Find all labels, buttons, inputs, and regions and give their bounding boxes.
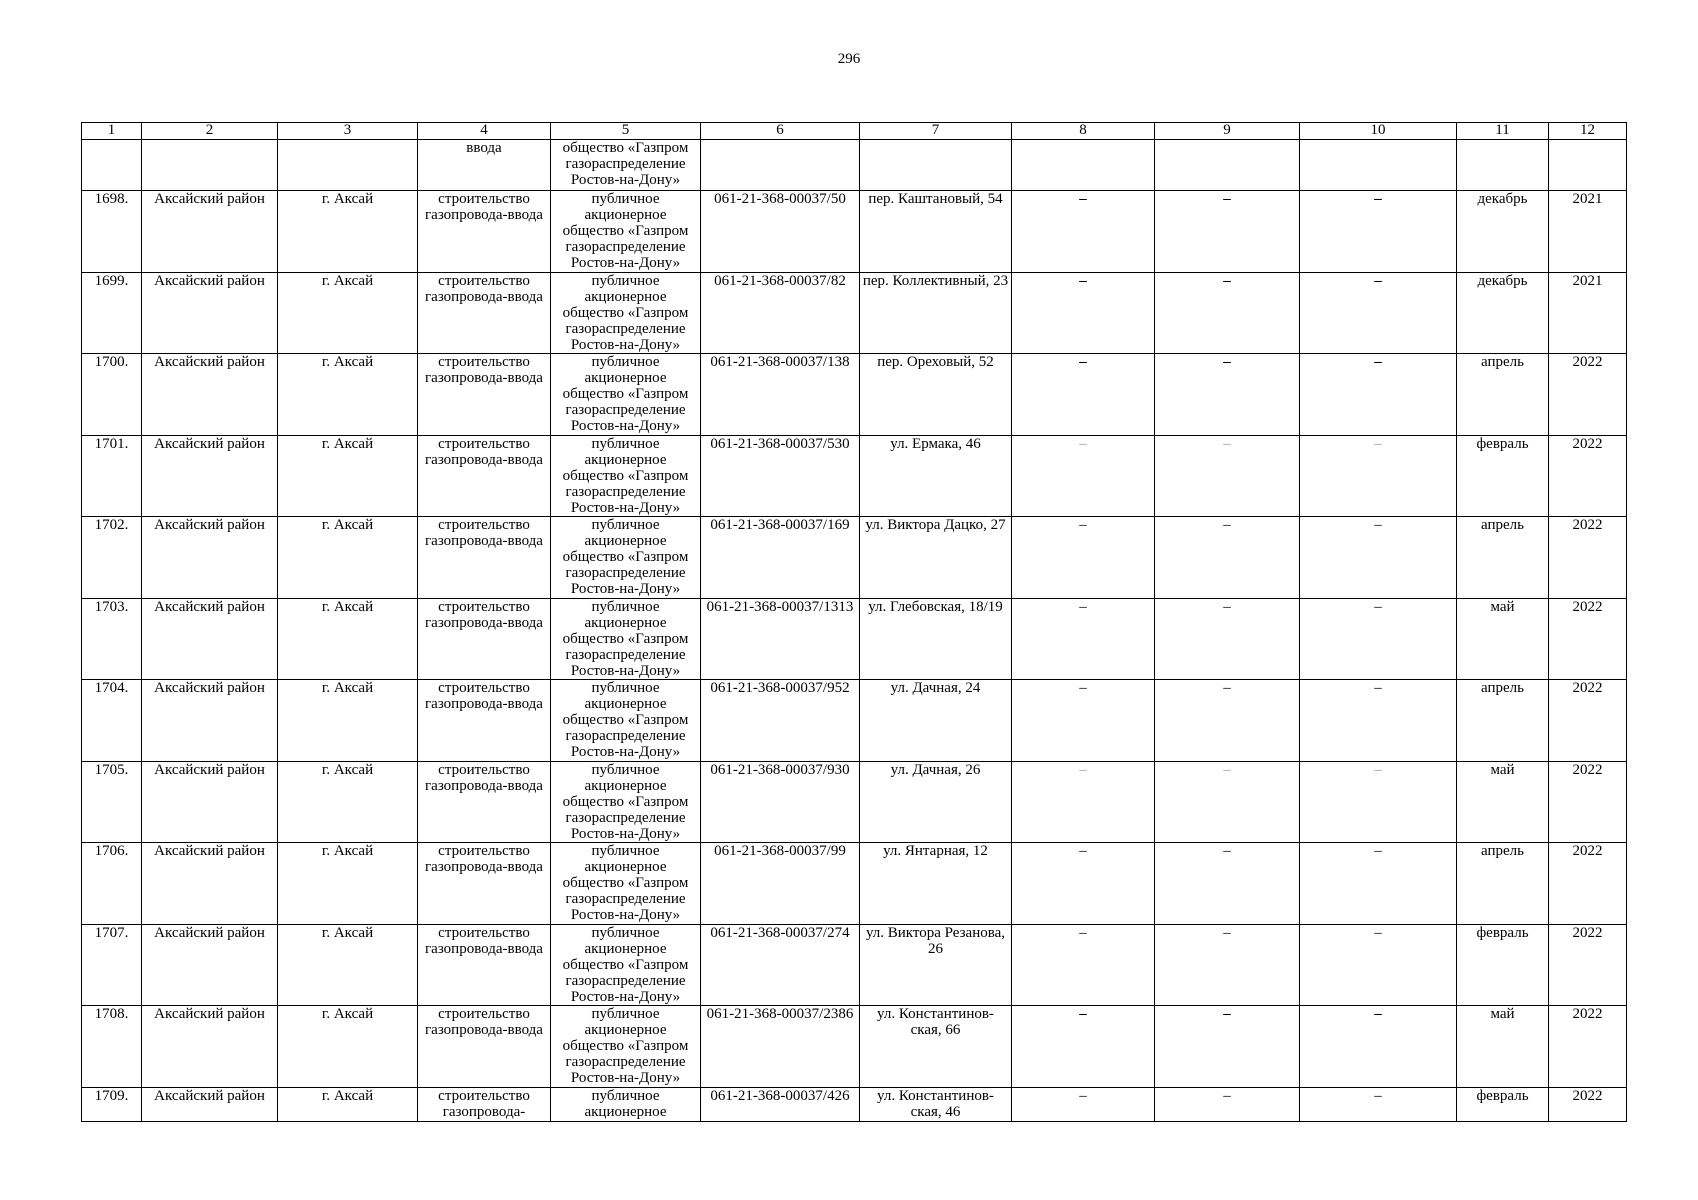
row-number-cell: 1700. [82,354,142,436]
table-cell [1155,140,1300,191]
column-9-cell: – [1155,1087,1300,1121]
column-9-cell: – [1155,924,1300,1006]
address-cell: ул. Глебовская, 18/19 [860,598,1012,680]
year-cell: 2022 [1549,1006,1627,1088]
registry-code-cell: 061-21-368-00037/99 [701,843,860,925]
column-header: 9 [1155,123,1300,140]
table-row [82,517,1627,599]
row-number-cell: 1702. [82,517,142,599]
year-cell: 2021 [1549,191,1627,273]
address-cell: ул. Виктора Дацко, 27 [860,517,1012,599]
district-cell: Аксайский район [142,1006,278,1088]
table-row [82,761,1627,843]
row-number-cell: 1703. [82,598,142,680]
column-header: 11 [1457,123,1549,140]
column-8-cell: – [1012,435,1155,517]
address-cell: ул. Дачная, 24 [860,680,1012,762]
row-number-cell: 1706. [82,843,142,925]
column-8-cell: – [1012,1006,1155,1088]
month-cell: май [1457,761,1549,843]
table-row [82,191,1627,273]
organization-cell: публичное акционерное общество «Газпром газораспределение Ростов-на-Дону» [551,761,701,843]
row-number-cell: 1704. [82,680,142,762]
district-cell: Аксайский район [142,272,278,354]
month-cell: апрель [1457,843,1549,925]
work-type-cell: строительство газопровода-ввода [418,761,551,843]
column-8-cell: – [1012,598,1155,680]
registry-code-cell: 061-21-368-00037/82 [701,272,860,354]
column-8-cell: – [1012,924,1155,1006]
city-cell: г. Аксай [278,435,418,517]
page-number: 296 [837,51,861,67]
district-cell: Аксайский район [142,598,278,680]
district-cell: Аксайский район [142,680,278,762]
district-cell: Аксайский район [142,435,278,517]
column-9-cell: – [1155,1006,1300,1088]
address-cell: ул. Дачная, 26 [860,761,1012,843]
column-8-cell: – [1012,761,1155,843]
city-cell: г. Аксай [278,761,418,843]
year-cell: 2022 [1549,843,1627,925]
district-cell: Аксайский район [142,761,278,843]
address-cell: пер. Ореховый, 52 [860,354,1012,436]
column-9-cell: – [1155,272,1300,354]
column-10-cell: – [1300,191,1457,273]
column-header: 2 [142,123,278,140]
district-cell: Аксайский район [142,354,278,436]
month-cell: апрель [1457,680,1549,762]
year-cell: 2022 [1549,761,1627,843]
work-type-cell: строительство газопровода-ввода [418,680,551,762]
city-cell: г. Аксай [278,191,418,273]
address-cell: пер. Коллективный, 23 [860,272,1012,354]
city-cell: г. Аксай [278,924,418,1006]
column-9-cell: – [1155,517,1300,599]
year-cell: 2022 [1549,435,1627,517]
row-number-cell: 1698. [82,191,142,273]
table-cell [82,140,142,191]
address-cell: ул. Константинов-ская, 66 [860,1006,1012,1088]
registry-code-cell: 061-21-368-00037/530 [701,435,860,517]
year-cell: 2021 [1549,272,1627,354]
table-row [82,843,1627,925]
year-cell: 2022 [1549,517,1627,599]
work-type-cell: строительство газопровода-ввода [418,1006,551,1088]
column-10-cell: – [1300,924,1457,1006]
column-9-cell: – [1155,354,1300,436]
table-cell [701,140,860,191]
city-cell: г. Аксай [278,1087,418,1121]
table-row [82,354,1627,436]
organization-cell: публичное акционерное общество «Газпром газораспределение Ростов-на-Дону» [551,598,701,680]
organization-cell: публичное акционерное общество «Газпром газораспределение Ростов-на-Дону» [551,517,701,599]
district-cell: Аксайский район [142,843,278,925]
table-row [82,598,1627,680]
work-type-cell: строительство газопровода-ввода [418,435,551,517]
month-cell: февраль [1457,1087,1549,1121]
organization-cell: публичное акционерное общество «Газпром газораспределение Ростов-на-Дону» [551,843,701,925]
registry-code-cell: 061-21-368-00037/274 [701,924,860,1006]
column-9-cell: – [1155,680,1300,762]
organization-cell: публичное акционерное общество «Газпром газораспределение Ростов-на-Дону» [551,272,701,354]
city-cell: г. Аксай [278,272,418,354]
column-header: 10 [1300,123,1457,140]
organization-cell: публичное акционерное общество «Газпром газораспределение Ростов-на-Дону» [551,354,701,436]
column-8-cell: – [1012,517,1155,599]
organization-cell: публичное акционерное общество «Газпром газораспределение Ростов-на-Дону» [551,1006,701,1088]
registry-code-cell: 061-21-368-00037/1313 [701,598,860,680]
column-header: 6 [701,123,860,140]
work-type-cell: строительство газопровода- [418,1087,551,1121]
column-9-cell: – [1155,191,1300,273]
work-type-cell: строительство газопровода-ввода [418,843,551,925]
column-9-cell: – [1155,843,1300,925]
month-cell: апрель [1457,354,1549,436]
column-header: 8 [1012,123,1155,140]
year-cell: 2022 [1549,924,1627,1006]
table-cell [1300,140,1457,191]
district-cell: Аксайский район [142,191,278,273]
city-cell: г. Аксай [278,843,418,925]
district-cell: Аксайский район [142,517,278,599]
address-cell: пер. Каштановый, 54 [860,191,1012,273]
organization-cell: общество «Газпром газораспределение Ростов-на-Дону» [551,140,701,191]
year-cell: 2022 [1549,680,1627,762]
address-cell: ул. Виктора Резанова, 26 [860,924,1012,1006]
registry-code-cell: 061-21-368-00037/50 [701,191,860,273]
month-cell: февраль [1457,435,1549,517]
work-type-cell: строительство газопровода-ввода [418,517,551,599]
work-type-cell: строительство газопровода-ввода [418,354,551,436]
table-cell [142,140,278,191]
month-cell: май [1457,1006,1549,1088]
column-8-cell: – [1012,272,1155,354]
column-header: 4 [418,123,551,140]
column-9-cell: – [1155,761,1300,843]
column-10-cell: – [1300,598,1457,680]
column-number-header-row [82,123,1627,140]
table-cell [860,140,1012,191]
row-number-cell: 1709. [82,1087,142,1121]
organization-cell: публичное акционерное общество «Газпром газораспределение Ростов-на-Дону» [551,924,701,1006]
work-type-cell: строительство газопровода-ввода [418,272,551,354]
table-row [82,1006,1627,1088]
work-type-cell: ввода [418,140,551,191]
column-9-cell: – [1155,598,1300,680]
district-cell: Аксайский район [142,924,278,1006]
month-cell: февраль [1457,924,1549,1006]
organization-cell: публичное акционерное общество «Газпром газораспределение Ростов-на-Дону» [551,435,701,517]
table-row [82,924,1627,1006]
column-header: 12 [1549,123,1627,140]
column-header: 5 [551,123,701,140]
year-cell: 2022 [1549,354,1627,436]
month-cell: декабрь [1457,272,1549,354]
column-10-cell: – [1300,680,1457,762]
table-row [82,1087,1627,1121]
month-cell: май [1457,598,1549,680]
column-10-cell: – [1300,1006,1457,1088]
column-10-cell: – [1300,435,1457,517]
column-header: 3 [278,123,418,140]
column-8-cell: – [1012,843,1155,925]
column-10-cell: – [1300,517,1457,599]
table-row [82,272,1627,354]
year-cell: 2022 [1549,1087,1627,1121]
column-10-cell: – [1300,843,1457,925]
column-header: 1 [82,123,142,140]
column-10-cell: – [1300,354,1457,436]
row-number-cell: 1705. [82,761,142,843]
organization-cell: публичное акционерное общество «Газпром газораспределение Ростов-на-Дону» [551,680,701,762]
continuation-row [82,140,1627,191]
year-cell: 2022 [1549,598,1627,680]
registry-code-cell: 061-21-368-00037/169 [701,517,860,599]
column-8-cell: – [1012,680,1155,762]
row-number-cell: 1707. [82,924,142,1006]
district-cell: Аксайский район [142,1087,278,1121]
city-cell: г. Аксай [278,517,418,599]
registry-code-cell: 061-21-368-00037/426 [701,1087,860,1121]
table-cell [278,140,418,191]
registry-code-cell: 061-21-368-00037/930 [701,761,860,843]
city-cell: г. Аксай [278,598,418,680]
organization-cell: публичное акционерное [551,1087,701,1121]
table-row [82,680,1627,762]
row-number-cell: 1701. [82,435,142,517]
column-8-cell: – [1012,354,1155,436]
month-cell: декабрь [1457,191,1549,273]
work-type-cell: строительство газопровода-ввода [418,924,551,1006]
row-number-cell: 1708. [82,1006,142,1088]
work-type-cell: строительство газопровода-ввода [418,598,551,680]
address-cell: ул. Янтарная, 12 [860,843,1012,925]
registry-code-cell: 061-21-368-00037/2386 [701,1006,860,1088]
column-8-cell: – [1012,1087,1155,1121]
table-cell [1457,140,1549,191]
column-8-cell: – [1012,191,1155,273]
column-10-cell: – [1300,272,1457,354]
city-cell: г. Аксай [278,354,418,436]
city-cell: г. Аксай [278,680,418,762]
registry-code-cell: 061-21-368-00037/952 [701,680,860,762]
column-header: 7 [860,123,1012,140]
column-10-cell: – [1300,761,1457,843]
table-cell [1012,140,1155,191]
registry-code-cell: 061-21-368-00037/138 [701,354,860,436]
column-10-cell: – [1300,1087,1457,1121]
table-cell [1549,140,1627,191]
organization-cell: публичное акционерное общество «Газпром газораспределение Ростов-на-Дону» [551,191,701,273]
city-cell: г. Аксай [278,1006,418,1088]
address-cell: ул. Ермака, 46 [860,435,1012,517]
table-row [82,435,1627,517]
month-cell: апрель [1457,517,1549,599]
row-number-cell: 1699. [82,272,142,354]
gas-pipeline-registry-table [81,122,1627,1122]
address-cell: ул. Константинов-ская, 46 [860,1087,1012,1121]
column-9-cell: – [1155,435,1300,517]
work-type-cell: строительство газопровода-ввода [418,191,551,273]
